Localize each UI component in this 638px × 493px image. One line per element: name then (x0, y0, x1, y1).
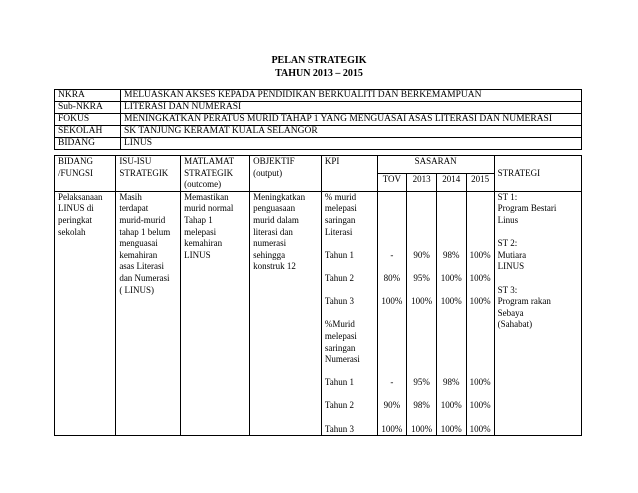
spacer (440, 354, 463, 366)
col-sasaran: SASARAN (377, 156, 494, 174)
spacer (325, 261, 374, 273)
info-key: BIDANG (55, 138, 121, 150)
text-line: murid dalam (253, 214, 299, 225)
text-line: 100% (440, 296, 462, 307)
document-subtitle: TAHUN 2013 – 2015 (275, 68, 363, 79)
text-line: 100% (381, 296, 403, 307)
text-line: 100% (381, 423, 403, 434)
cell-2014 (436, 191, 466, 435)
spacer (410, 238, 433, 250)
spacer (325, 285, 374, 297)
spacer (381, 203, 404, 215)
cell-bidang (55, 191, 116, 435)
text-line: Meningkatkan (253, 191, 306, 202)
text-line: LINUS (497, 261, 525, 272)
text-line: 98% (413, 400, 430, 411)
text-line: menguasai (119, 238, 158, 249)
spacer (410, 215, 433, 227)
info-key: NKRA (55, 90, 121, 102)
spacer (381, 285, 404, 297)
text-line: STRATEGIK (119, 167, 169, 178)
text-line: melepasi (324, 330, 357, 341)
text-line: literasi dan (253, 226, 293, 237)
spacer (470, 308, 491, 320)
spacer (470, 261, 491, 273)
text-line: numerasi (253, 238, 287, 249)
info-value: LINUS (121, 138, 582, 150)
spacer (470, 343, 491, 355)
col-bidang (55, 156, 116, 192)
text-line: 98% (443, 249, 460, 260)
text-line: tahap 1 belum (119, 226, 171, 237)
spacer (440, 227, 463, 239)
text-line: ( LINUS) (119, 284, 155, 295)
text-line: ST 3: (497, 284, 518, 295)
spacer (470, 192, 491, 204)
text-line: 100% (469, 272, 491, 283)
text-line: kemahiran (119, 249, 158, 260)
spacer (325, 366, 374, 378)
spacer (470, 354, 491, 366)
info-value: MELUASKAN AKSES KEPADA PENDIDIKAN BERKUALITI DAN BERKEMAMPUAN (121, 90, 582, 102)
col-matlamat (181, 156, 250, 192)
text-line: STRATEGIK (184, 167, 234, 178)
spacer (410, 285, 433, 297)
text-line: Program rakan (497, 296, 551, 307)
spacer (410, 366, 433, 378)
col-2015: 2015 (466, 173, 494, 191)
text-line: melepasi (184, 226, 217, 237)
text-line: saringan (324, 342, 356, 353)
spacer (325, 412, 374, 424)
col-2014: 2014 (436, 173, 466, 191)
text-line: Tahun 1 (324, 249, 355, 260)
text-line: peringkat (58, 214, 92, 225)
text-line: 100% (469, 377, 491, 388)
text-line: Numerasi (324, 354, 360, 365)
text-line: kemahiran (184, 238, 223, 249)
text-line: 100% (411, 423, 433, 434)
text-line: 95% (413, 272, 430, 283)
spacer (381, 308, 404, 320)
text-line: 90% (383, 400, 401, 411)
spacer (440, 192, 463, 204)
spacer (470, 366, 491, 378)
text-line: sekolah (58, 226, 86, 237)
text-line (498, 227, 578, 239)
info-value: LITERASI DAN NUMERASI (121, 102, 582, 114)
text-line: Tahun 3 (324, 423, 355, 434)
info-value: MENINGKATKAN PERATUS MURID TAHAP 1 YANG MENGUASAI ASAS LITERASI DAN NUMERASI (121, 114, 582, 126)
spacer (410, 319, 433, 331)
spacer (470, 285, 491, 297)
spacer (440, 331, 463, 343)
text-line: ST 2: (497, 238, 518, 249)
spacer (440, 215, 463, 227)
spacer (470, 215, 491, 227)
text-line: dan Numerasi (119, 272, 170, 283)
spacer (470, 203, 491, 215)
col-isu (116, 156, 181, 192)
text-line: Pelaksanaan (58, 191, 103, 202)
spacer (410, 412, 433, 424)
spacer (440, 308, 463, 320)
text-line: sehingga (253, 249, 286, 260)
text-line: 100% (411, 296, 433, 307)
document-title: PELAN STRATEGIK (271, 55, 367, 66)
spacer (470, 319, 491, 331)
text-line: OBJEKTIF (253, 156, 295, 166)
cell-isu (116, 191, 181, 435)
info-row (55, 90, 582, 102)
spacer (410, 227, 433, 239)
info-key: Sub-NKRA (55, 102, 121, 114)
spacer (410, 343, 433, 355)
spacer (470, 389, 491, 401)
info-table (54, 89, 582, 150)
cell-2015 (466, 191, 494, 435)
spacer (440, 319, 463, 331)
col-objektif (250, 156, 322, 192)
col-2013: 2013 (407, 173, 437, 191)
spacer (325, 389, 374, 401)
spacer (410, 203, 433, 215)
text-line: Memastikan (184, 191, 229, 202)
text-line: % murid (324, 191, 357, 202)
spacer (410, 389, 433, 401)
text-line: (output) (253, 167, 283, 178)
text-line: MATLAMAT (184, 156, 235, 166)
info-row (55, 138, 582, 150)
text-line: Tahap 1 (184, 214, 213, 225)
spacer (470, 227, 491, 239)
text-line: terdapat (119, 203, 149, 214)
spacer (381, 238, 404, 250)
spacer (381, 319, 404, 331)
info-row (55, 102, 582, 114)
cell-2013 (407, 191, 437, 435)
col-tov: TOV (377, 173, 407, 191)
spacer (381, 331, 404, 343)
text-line: 80% (383, 272, 401, 283)
spacer (440, 412, 463, 424)
text-line: melepasi (324, 203, 357, 214)
text-line: murid normal (184, 203, 234, 214)
cell-strategi (494, 191, 581, 435)
text-line: 100% (440, 272, 462, 283)
spacer (440, 203, 463, 215)
text-line: 100% (440, 400, 462, 411)
cell-kpi (321, 191, 377, 435)
spacer (440, 261, 463, 273)
spacer (381, 215, 404, 227)
text-line: - (390, 377, 394, 388)
text-line: Linus (497, 214, 519, 225)
text-line: 95% (413, 377, 430, 388)
spacer (410, 354, 433, 366)
text-line: Tahun 2 (324, 400, 355, 411)
spacer (440, 285, 463, 297)
text-line: Tahun 1 (324, 377, 355, 388)
spacer (410, 192, 433, 204)
spacer (325, 308, 374, 320)
spacer (470, 238, 491, 250)
info-row (55, 126, 582, 138)
info-row (55, 114, 582, 126)
text-line: 98% (443, 377, 460, 388)
text-line: Tahun 3 (324, 296, 355, 307)
spacer (381, 354, 404, 366)
text-line: Literasi (324, 226, 353, 237)
text-line: Tahun 2 (324, 272, 355, 283)
col-kpi: KPI (321, 156, 377, 192)
spacer (325, 238, 374, 250)
spacer (381, 227, 404, 239)
spacer (381, 192, 404, 204)
col-strategi: STRATEGI (494, 156, 581, 192)
text-line: 100% (469, 296, 491, 307)
info-value: SK TANJUNG KERAMAT KUALA SELANGOR (121, 126, 582, 138)
text-line: 90% (413, 249, 430, 260)
text-line: Program Bestari (497, 203, 557, 214)
spacer (440, 238, 463, 250)
spacer (470, 412, 491, 424)
spacer (440, 389, 463, 401)
text-line: 100% (469, 400, 491, 411)
text-line: penguasaan (253, 203, 296, 214)
spacer (470, 331, 491, 343)
spacer (410, 308, 433, 320)
spacer (440, 343, 463, 355)
text-line: Mutiara (497, 249, 527, 260)
text-line: 100% (469, 423, 491, 434)
cell-matlamat (181, 191, 250, 435)
text-line: /FUNGSI (58, 167, 94, 178)
text-line: murid-murid (119, 214, 166, 225)
spacer (381, 389, 404, 401)
spacer (410, 331, 433, 343)
text-line: ISU-ISU (119, 156, 152, 166)
text-line: - (390, 249, 394, 260)
text-line: asas Literasi (119, 261, 165, 272)
spacer (381, 366, 404, 378)
data-row (55, 191, 582, 435)
info-key: SEKOLAH (55, 126, 121, 138)
text-line: 100% (469, 249, 491, 260)
text-line: ST 1: (497, 191, 518, 202)
text-line (498, 273, 578, 285)
text-line: (Sahabat) (497, 319, 533, 330)
spacer (410, 261, 433, 273)
text-line: saringan (324, 214, 356, 225)
info-key: FOKUS (55, 114, 121, 126)
spacer (381, 412, 404, 424)
cell-tov (377, 191, 407, 435)
text-line: 100% (440, 423, 462, 434)
strategy-table (54, 155, 582, 436)
spacer (440, 366, 463, 378)
spacer (381, 261, 404, 273)
text-line: LINUS (184, 249, 211, 260)
text-line: LINUS di (58, 203, 94, 214)
spacer (381, 343, 404, 355)
text-line: BIDANG (58, 156, 93, 166)
text-line: (outcome) (184, 179, 222, 190)
text-line: Sebaya (497, 307, 524, 318)
text-line: Masih (119, 191, 142, 202)
text-line: %Murid (324, 319, 355, 330)
header-row-1 (55, 156, 582, 174)
text-line: konstruk 12 (253, 261, 296, 272)
cell-objektif (250, 191, 322, 435)
